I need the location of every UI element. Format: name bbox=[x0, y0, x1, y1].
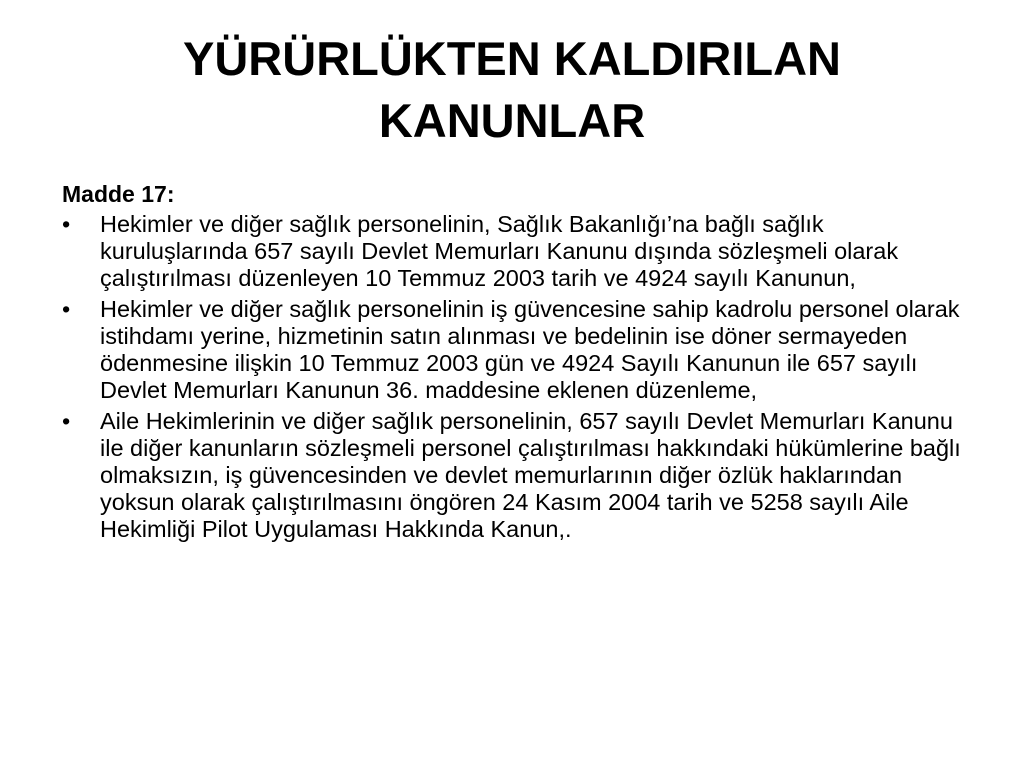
bullet-dot-icon: • bbox=[62, 211, 71, 237]
bullet-text: Aile Hekimlerinin ve diğer sağlık personelinin, 657 sayılı Devlet Memurları Kanunu ile diğer kanunların sözleşmeli personel çalıştırılması hakkındaki hükümlerine bağlı olmaksızın, iş güvencesinden ve devlet memurlarının diğer özlük haklarından yoksun olarak çalıştırılmasını öngören 24 Kasım 2004 tarih ve 5258 sayılı Aile Hekimliği Pilot Uygulaması Hakkında Kanun,. bbox=[100, 408, 961, 542]
bullet-item-2 bbox=[62, 296, 962, 404]
bullet-item-1 bbox=[62, 211, 962, 292]
bullet-item-3 bbox=[62, 408, 962, 543]
slide-body bbox=[62, 180, 962, 547]
bullet-text: Hekimler ve diğer sağlık personelinin iş güvencesine sahip kadrolu personel olarak istihdamı yerine, hizmetinin satın alınması ve bedelinin ise döner sermayeden ödenmesine ilişkin 10 Temmuz 2003 gün ve 4924 Sayılı Kanunun ile 657 sayılı Devlet Memurları Kanunun 36. maddesine eklenen düzenleme, bbox=[100, 296, 960, 403]
slide-title-line-1: YÜRÜRLÜKTEN KALDIRILAN bbox=[183, 32, 841, 85]
slide-title-line-2: KANUNLAR bbox=[378, 94, 646, 147]
slide-title bbox=[40, 28, 984, 152]
bullet-dot-icon: • bbox=[62, 408, 71, 434]
bullet-text: Hekimler ve diğer sağlık personelinin, Sağlık Bakanlığı’na bağlı sağlık kuruluşlarında 657 sayılı Devlet Memurları Kanunu dışında sözleşmeli olarak çalıştırılması düzenleyen 10 Temmuz 2003 tarih ve 4924 sayılı Kanunun, bbox=[100, 211, 899, 291]
article-heading: Madde 17: bbox=[62, 181, 175, 207]
bullet-dot-icon: • bbox=[62, 296, 71, 322]
bullet-list bbox=[62, 211, 962, 543]
